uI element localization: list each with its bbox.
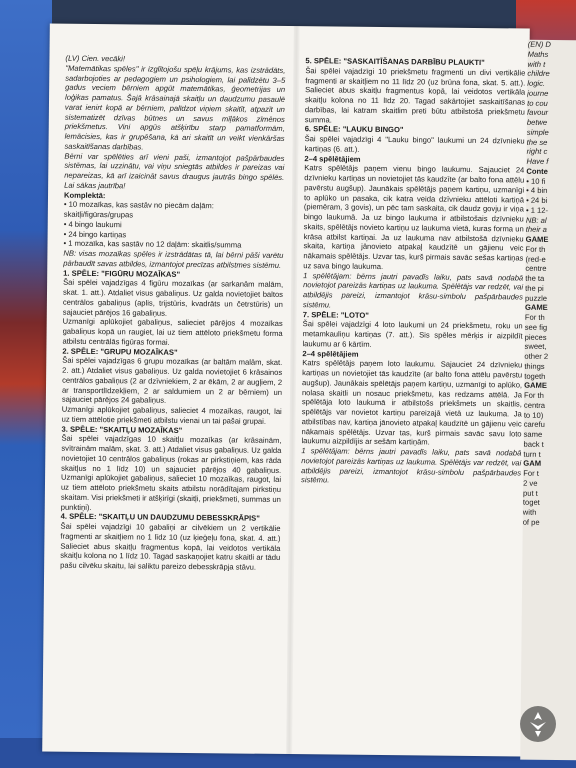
contents-item: • 10 mozaīkas, kas sastāv no piecām daļām: [63,199,214,211]
english-text-fragment: carefu [523,419,545,430]
instruction-sheet [42,24,530,757]
english-sheet-edge [520,40,576,761]
english-text-fragment: puzzle [525,293,548,303]
english-text-fragment: turn t [523,449,541,459]
english-text-fragment: same [523,429,543,439]
english-text-fragment: back t [523,439,544,449]
game-6-players: 2–4 spēlētājiem [304,153,361,164]
english-text-fragment: with [522,507,537,517]
english-text-fragment: put t [522,488,538,498]
game-1-text-2: Uzmanīgi aplūkojiet gabaliņus, salieciet pārējos 4 mozaīkas gabaliņus kopā un raugiet, lai uz tiem attēloto priekšmetu forma atbilstu centrālās figūras formai. [62,316,283,347]
game-3-text: Šai spēlei vajadzīgas 10 skaitļu mozaīkas (ar krāsainām, svītrainām malām, skat. 3. att.) Atdaliet visus gabaliņus. Uz galda novietojiet 10 centrālos gabaliņus (rokas ar pirkstiņiem, kas rāda skaitļus no 1 līdz 10) un sajauciet pārējos 40 gabaliņus. Uzmanīgi aplūkojiet gabaliņus, salieciet 10 mozaīkas, raugot, lai uz tiem attēloto priekšmetu skaits atbilstu norādītajam pirkstiņu skaitam. Visi priekšmeti ir atšķirīgi (skaitļi, priekšmeti, summas un punktiņi). [60,433,282,512]
english-text-fragment: Conte [526,166,548,176]
game-7-rules: Katrs spēlētājs paņem loto laukumu. Sajauciet 24 dzīvnieku kartiņas un novietojiet tās kaudzīte (ar balto fona attēlu pavērstu augšup). Jaunākais spēlētājs paņem kartiņu, uzmanīgi to aplūko, nolasa skaitli un nosauc priekšmetu, kas redzams attēlā. Ja spēlētāja loto laukumā ir atbilstošs priekšmets un skaitlis, spēlētājs var novietot kartiņu pareizajā vietā uz laukuma. Ja atbilstības nav, kartiņa jānovieto atpakaļ kaudzītē un gājienu veic nākamais spēlētājs. Uzvar tas, kurš pirmais savāc savu loto laukumu aizpildījis ar sešām kartiņām. [301,358,523,447]
english-text-fragment: logic. [527,78,546,88]
game-2-text: Šai spēlei vajadzīgas 6 grupu mozaīkas (ar baltām malām, skat. 2. att.) Atdaliet visus gabaliņus. Uz galda novietojiet 6 krāsainos centrālos gabaliņus (2 ar dzīvniekiem, 2 ar ēkām, 2 ar augļiem, 2 ar transportlīdzekļiem, 2 ar saldumiem un 2 ar bērniem) un sajauciet pārējos 24 gabaliņus. [61,355,283,405]
game-6-heading: 6. SPĒLE: "LAUKU BINGO" [304,124,404,135]
game-4-text: Šai spēlei vajadzīgi 10 gabaliņi ar cilvēkiem un 2 vertikālie fragmenti ar skaitļiem no 1 līdz 10 (uz ķieģeļu fona, skat. 4. att.) Salieciet abus skaitļu fragmentus kopā, lai veidotos vertikāla skaitļu kolona no 1 līdz 10. Tagad saskaņojiet katru skaitli ar tādu pašu cilvēku skaitu, lai saliktu pareizo debesskrāpja stāvu. [60,521,281,572]
left-column [60,54,285,573]
english-text-fragment: their a [525,224,547,235]
english-text-fragment: togeth [524,371,546,381]
english-text-fragment: other 2 [524,351,549,361]
english-text-fragment: sweet, [524,341,547,352]
game-1-text: Šai spēlei vajadzīgas 4 figūru mozaīkas (ar sarkanām malām, skat. 1. att.). Atdaliet visus gabaliņus. Uz galda novietojiet baltos centrālos gabaliņus (aplis, trijstūris, kvadrāts un četrstūris) un sajauciet pārējos 16 gabaliņus. [62,277,284,318]
english-text-fragment: pieces [524,332,547,342]
english-text-fragment: favour [526,107,549,118]
english-text-fragment: 2 ve [523,478,538,488]
game-3-heading: 3. SPĒLE: "SKAITĻU MOZAĪKAS" [61,424,183,435]
english-text-fragment: • 4 bin [526,185,548,196]
english-text-fragment: For th [525,244,546,254]
english-text-fragment: Have f [526,156,549,166]
english-text-fragment: journe [527,88,549,98]
game-4-heading: 4. SPĒLE: "SKAITĻU UN DAUDZUMU DEBESSKRĀPIS" [60,511,260,523]
english-text-fragment: GAME [524,380,547,391]
game-5-heading: 5. SPĒLE: "SASKAITĪŠANAS DARBĪBU PLAUKTI" [305,56,485,68]
english-text-fragment: betwe [526,117,548,127]
game-6-text: Šai spēlei vajadzīgi 4 "Lauku bingo" laukumi un 24 dzīvnieku kartiņas (6. att.). [304,134,525,154]
english-text-fragment: GAME [525,234,549,244]
game-2-heading: 2. SPĒLE: "GRUPU MOZAĪKAS" [62,346,178,357]
english-text-fragment: (red-e [525,254,546,264]
english-text-fragment: For th [524,312,545,322]
english-text-fragment: centra [523,400,546,410]
english-text-fragment: see fig [524,322,548,332]
game-2-text-2: Uzmanīgi aplūkojiet gabaliņus, salieciet 4 mozaīkas, raugot, lai uz tiem attēlotie priekšmeti atbilstu vienai un tai pašai grupai. [61,404,282,426]
game-7-text: Šai spēlei vajadzīgi 4 loto laukumi un 24 priekšmetu, roku un metamkauliņu kartiņas (7. att.). Sis spēles mērķis ir aizpildīt laukumu ar 6 kārtīm. [302,319,523,349]
middle-column [301,56,525,487]
contents-item: • 1 mozaīka, kas sastāv no 12 daļām: skaitlis/summa [63,238,242,250]
english-text-fragment: toget [522,497,540,508]
english-column [523,40,576,528]
contents-item: • 24 bingo kartiņas [63,229,127,239]
english-text-fragment: the ta [525,273,545,283]
english-text-fragment: simple [526,127,549,137]
english-text-fragment: to cou [527,98,548,108]
english-text-fragment: GAM [523,458,542,469]
english-text-fragment: things [524,361,545,371]
nb-note: NB: visas mozaīkas spēles ir izstrādātas tā, lai bērni pāši varētu pārbaudīt savas atbildes, izmantojot precīzas atbilstmes sistēmu. [63,248,284,270]
english-text-fragment: Maths [527,49,549,59]
contents-item: • 4 bingo laukumi [63,219,122,230]
english-text-fragment: GAME [524,302,548,313]
english-text-fragment: of pe [522,517,540,527]
watermark-logo-icon [518,704,558,744]
game-7-players: 2–4 spēlētājiem [302,348,359,359]
game-7-solo-tip: 1 spēlētājam: bērns jautri pavadīs laiku, pats savā nodabā novietojot pareizās kartiņas uz laukuma. Spēlētājs var redzēt, vai atbildējis pareizi, izmantojot krāsu-simbolu pašpārbaudes sistēmu. [301,446,522,485]
english-text-fragment: For t [523,468,539,478]
contents-heading: Komplektā: [63,190,106,200]
english-text-fragment: NB: al [525,215,547,225]
english-text-fragment: • 1 12- [525,205,549,215]
english-text-fragment: For th [524,390,544,400]
game-1-heading: 1. SPĒLE: "FIGŪRU MOZAĪKAS" [63,268,181,279]
english-text-fragment: • 24 bi [526,195,548,205]
intro-paragraph: "Matemātikas spēles" ir izglītojošu spēļu krājums, kas izstrādāts, sadarbojoties ar pedagogiem un psihologiem, lai palīdzētu 3–5 gadus veciem bērniem apgūt matemātikas, ģeometrijas un loģikas pamatus. Šajā krāsainajā skaitļu un daudzumu pasaulē varat ienirt kopā ar bērniem, palīdzot viņiem skaitīt, atpazīt un sistematizēt dzīvas būtnes un savus mīļākos zīmēnos priekšmetus. Vini apgūs atšķirību starp pamatformām, lemācisies, kas ir grupēšana, kā ari skaitīt un veikt vienkāršas saskaitīšanas darbības. [64,63,286,152]
intro-paragraph-2: Bērni var spēlēties arī vieni paši, izmantojot pašpārbaudes sistēmas, lai uzzinātu, vai viņu sniegtās atbildes ir pareizas vai nepareizas, kā arī izaicināt savus draugus jautrās bingo spēlēs. Lai sākas jautrība! [64,151,285,191]
english-text-fragment: childre [527,68,550,79]
sheet-fold [286,26,300,754]
english-text-fragment: the se [526,137,548,147]
game-5-text: Šai spēlei vajadzīgi 10 priekšmetu fragmenti un divi vertikālie fragmenti ar skaitļiem no 11 līdz 20 (uz brūna fona, skat. 5. att.). Salieciet abus skaitļu fragmentus kopā, lai veidotos vertikāla skaitļu kolona no 11 līdz 20. Tagad sakārtojiet saskaitīšanas darbības, lai katram skaitlim preti būtu atbilstošā priekšmetu summa. [304,65,526,124]
english-text-fragment: (EN) D [527,39,551,49]
game-6-solo-tip: 1 spēlētājam: bērns jautri pavadīs laiku, pats savā nodabā novietojot pareizās kartiņas uz laukuma. Spēlētājs var redzēt, vai atbildējis pareizi, izmantojot krāsu-simbolu pašpārbaudes sistēmu. [302,270,524,310]
english-text-fragment: • 10 fi [526,176,546,186]
game-6-rules: Katrs spēlētājs paņem vienu bingo laukumu. Sajauciet 24 dzīvnieku kartiņas un novietojiet tās kaudzīte (ar balto fona attēlu pavērstu augšup). Jaunākais spēlētājs paņem kartiņu, uzmanīgi to aplūko un pasaka, cik katra veida dzīvnieku attēloti kartiņā (piemēram, 3 govis), un pēc tam saskaita, cik daudz govju ir viņa bingo laukumā. Ja uz bingo laukuma ir atbilstošais dzīvnieku skaits, spēlētājs novieto kartiņu uz laukuma vietā, kuras forma un krāsa atbilst kartiņai. Ja uz laukuma nav atbilstošā dzīvnieku skaita, kartiņa jānovieto atpakaļ kaudzītē un gājienu veic nākamais spēlētājs. Uzvar tas, kurš pirmais savāc sešas kartiņas uz sava bingo laukuma. [303,163,525,271]
english-text-fragment: with t [527,59,546,69]
game-7-heading: 7. SPĒLE: "LOTO" [302,309,369,320]
english-text-fragment: centre [525,263,547,274]
greeting: (LV) Cien. vecāki! [65,53,126,64]
english-text-fragment: to 10) [523,410,544,420]
english-text-fragment: right c [526,146,548,157]
english-text-fragment: the pi [525,283,544,293]
contents-item: skaitļi/figūras/grupas [63,209,134,220]
